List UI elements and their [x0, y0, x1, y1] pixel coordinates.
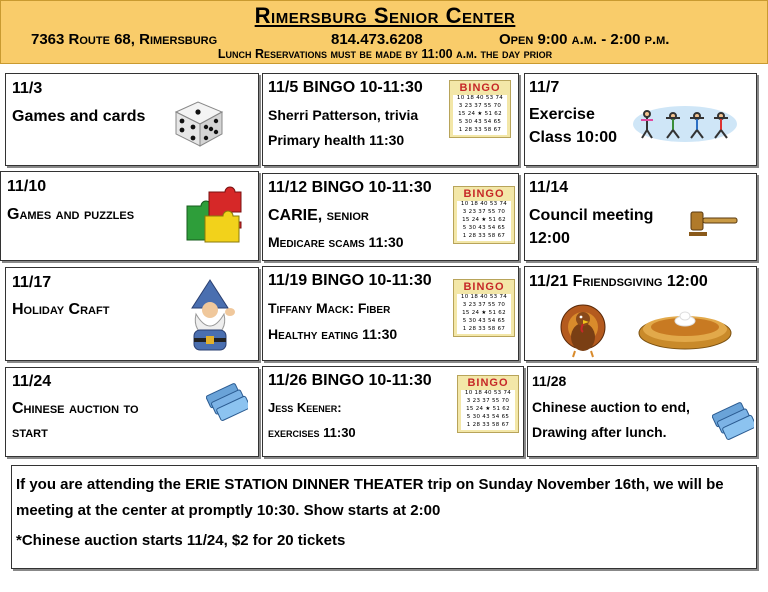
day-cell-11-28: [527, 366, 757, 457]
day-activity-2: start: [12, 424, 48, 441]
gnome-icon: [182, 278, 238, 354]
day-cell-11-24: [5, 367, 259, 457]
trip-notice-box: [11, 465, 757, 569]
day-date: 11/12 BINGO 10-11:30: [268, 179, 432, 196]
day-activity: Games and cards: [12, 108, 146, 125]
hours: Open 9:00 a.m. - 2:00 p.m.: [499, 31, 670, 48]
dice-icon: [172, 94, 226, 148]
day-cell-11-7: [524, 73, 757, 166]
day-cell-11-3: [5, 73, 259, 166]
day-cell-11-10: [0, 171, 259, 261]
day-date: 11/14: [529, 179, 569, 196]
bingo-card-icon: BINGO 10 18 40 53 74 3 23 37 55 70 15 24 ★ 51 62 5 30 43 54 65 1 28 33 58 67: [457, 375, 519, 433]
tickets-icon: [712, 401, 754, 441]
day-activity: Sherri Patterson, trivia: [268, 107, 419, 123]
day-date: 11/26 BINGO 10-11:30: [268, 372, 432, 389]
bingo-card-icon: BINGO 10 18 40 53 74 3 23 37 55 70 15 24 ★ 51 62 5 30 43 54 65 1 28 33 58 67: [453, 279, 515, 337]
day-cell-11-17: [5, 267, 259, 361]
day-activity-2: 12:00: [529, 230, 570, 247]
notice-line: *Chinese auction starts 11/24, $2 for 20 tickets: [16, 532, 346, 549]
bingo-card-icon: BINGO 10 18 40 53 74 3 23 37 55 70 15 24 ★ 51 62 5 30 43 54 65 1 28 33 58 67: [453, 186, 515, 244]
day-cell-11-14: [524, 173, 757, 261]
day-activity: CARIE, senior: [268, 207, 369, 224]
day-activity: Tiffany Mack: Fiber: [268, 300, 391, 316]
day-date: 11/5 BINGO 10-11:30: [268, 79, 423, 96]
day-date: 11/21 Friendsgiving 12:00: [529, 273, 708, 290]
notice-line: meeting at the center at promptly 10:30. Show starts at 2:00: [16, 502, 441, 519]
day-date: 11/7: [529, 79, 560, 96]
page-title: Rimersburg Senior Center: [254, 3, 516, 28]
day-cell-11-12: [262, 173, 519, 261]
turkey-icon: [553, 297, 613, 359]
day-activity: Exercise: [529, 106, 595, 123]
day-activity-2: Medicare scams 11:30: [268, 234, 404, 250]
day-activity: Games and puzzles: [7, 206, 135, 223]
phone: 814.473.6208: [331, 31, 423, 48]
day-date: 11/28: [532, 373, 567, 389]
day-activity: Holiday Craft: [12, 301, 110, 318]
day-cell-11-5: [262, 73, 519, 166]
day-date: 11/10: [7, 178, 47, 195]
day-cell-11-26: [262, 366, 524, 457]
day-activity-2: exercises 11:30: [268, 425, 356, 440]
day-activity-2: Healthy eating 11:30: [268, 326, 398, 342]
header-banner: [0, 0, 768, 64]
day-activity-2: Class 10:00: [529, 129, 618, 146]
day-activity: Chinese auction to end,: [532, 399, 690, 415]
day-cell-11-19: [262, 266, 519, 361]
gavel-icon: [689, 206, 739, 238]
notice-line: If you are attending the ERIE STATION DINNER THEATER trip on Sunday November 16th, we will be: [16, 476, 724, 493]
day-activity: Chinese auction to: [12, 400, 139, 417]
bingo-card-icon: BINGO 10 18 40 53 74 3 23 37 55 70 15 24 ★ 51 62 5 30 43 54 65 1 28 33 58 67: [449, 80, 511, 138]
exercise-people-icon: [633, 104, 737, 144]
day-date: 11/17: [12, 274, 52, 291]
day-date: 11/19 BINGO 10-11:30: [268, 272, 432, 289]
day-activity: Jess Keener:: [268, 400, 342, 415]
lunch-note: Lunch Reservations must be made by 11:00 a.m. the day prior: [217, 47, 553, 61]
tickets-icon: [206, 382, 248, 422]
day-date: 11/3: [12, 80, 43, 97]
day-activity: Council meeting: [529, 207, 654, 224]
day-activity-2: Primary health 11:30: [268, 132, 405, 148]
day-date: 11/24: [12, 373, 52, 390]
address: 7363 Route 68, Rimersburg: [31, 31, 218, 48]
day-cell-11-21: [524, 266, 757, 361]
pie-icon: [637, 305, 733, 351]
puzzle-pieces-icon: [179, 186, 245, 248]
day-activity-2: Drawing after lunch.: [532, 424, 667, 440]
